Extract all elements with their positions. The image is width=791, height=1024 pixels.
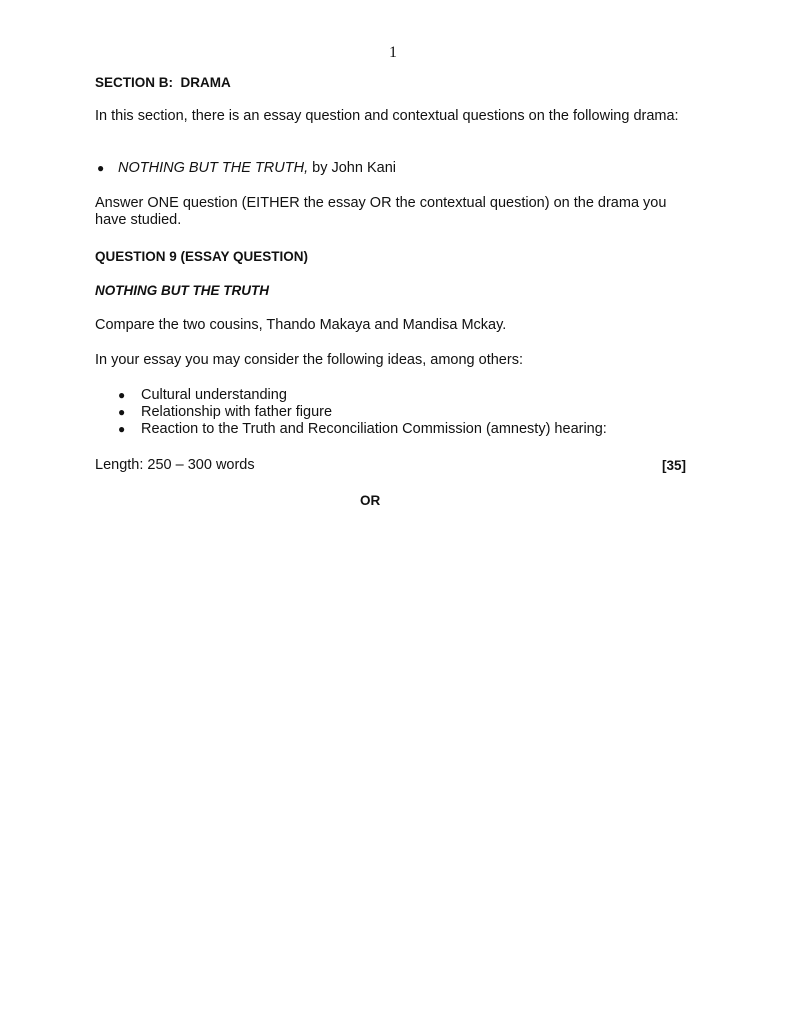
idea-text: Cultural understanding — [141, 387, 287, 403]
bullet-icon: ● — [97, 161, 105, 175]
length-requirement: Length: 250 – 300 words — [95, 457, 255, 473]
idea-text: Reaction to the Truth and Reconciliation Commission (amnesty) hearing: — [141, 421, 607, 437]
drama-reference — [118, 160, 396, 177]
answer-instruction: Answer ONE question (EITHER the essay OR the contextual question) on the drama you have studied. — [95, 195, 667, 228]
drama-author: by John Kani — [308, 160, 396, 176]
essay-guidance: In your essay you may consider the following ideas, among others: — [95, 352, 523, 368]
idea-item — [118, 387, 688, 404]
bullet-icon: ● — [118, 422, 126, 436]
length-and-marks-line — [95, 457, 686, 474]
ideas-list — [118, 387, 688, 438]
idea-item — [118, 421, 688, 438]
bullet-icon: ● — [118, 405, 126, 419]
bullet-icon: ● — [118, 388, 126, 402]
idea-item — [118, 404, 688, 421]
question-drama-title: NOTHING BUT THE TRUTH — [95, 283, 269, 298]
drama-title: NOTHING BUT THE TRUTH, — [118, 160, 309, 176]
marks-value: [35] — [661, 458, 686, 473]
page-number: 1 — [389, 44, 397, 61]
question-heading: QUESTION 9 (ESSAY QUESTION) — [95, 249, 309, 264]
or-separator: OR — [360, 493, 381, 508]
essay-prompt: Compare the two cousins, Thando Makaya and Mandisa Mckay. — [95, 317, 507, 333]
section-heading: SECTION B: DRAMA — [95, 75, 231, 90]
idea-text: Relationship with father figure — [141, 404, 333, 420]
section-introduction: In this section, there is an essay question and contextual questions on the following drama: — [95, 108, 679, 124]
